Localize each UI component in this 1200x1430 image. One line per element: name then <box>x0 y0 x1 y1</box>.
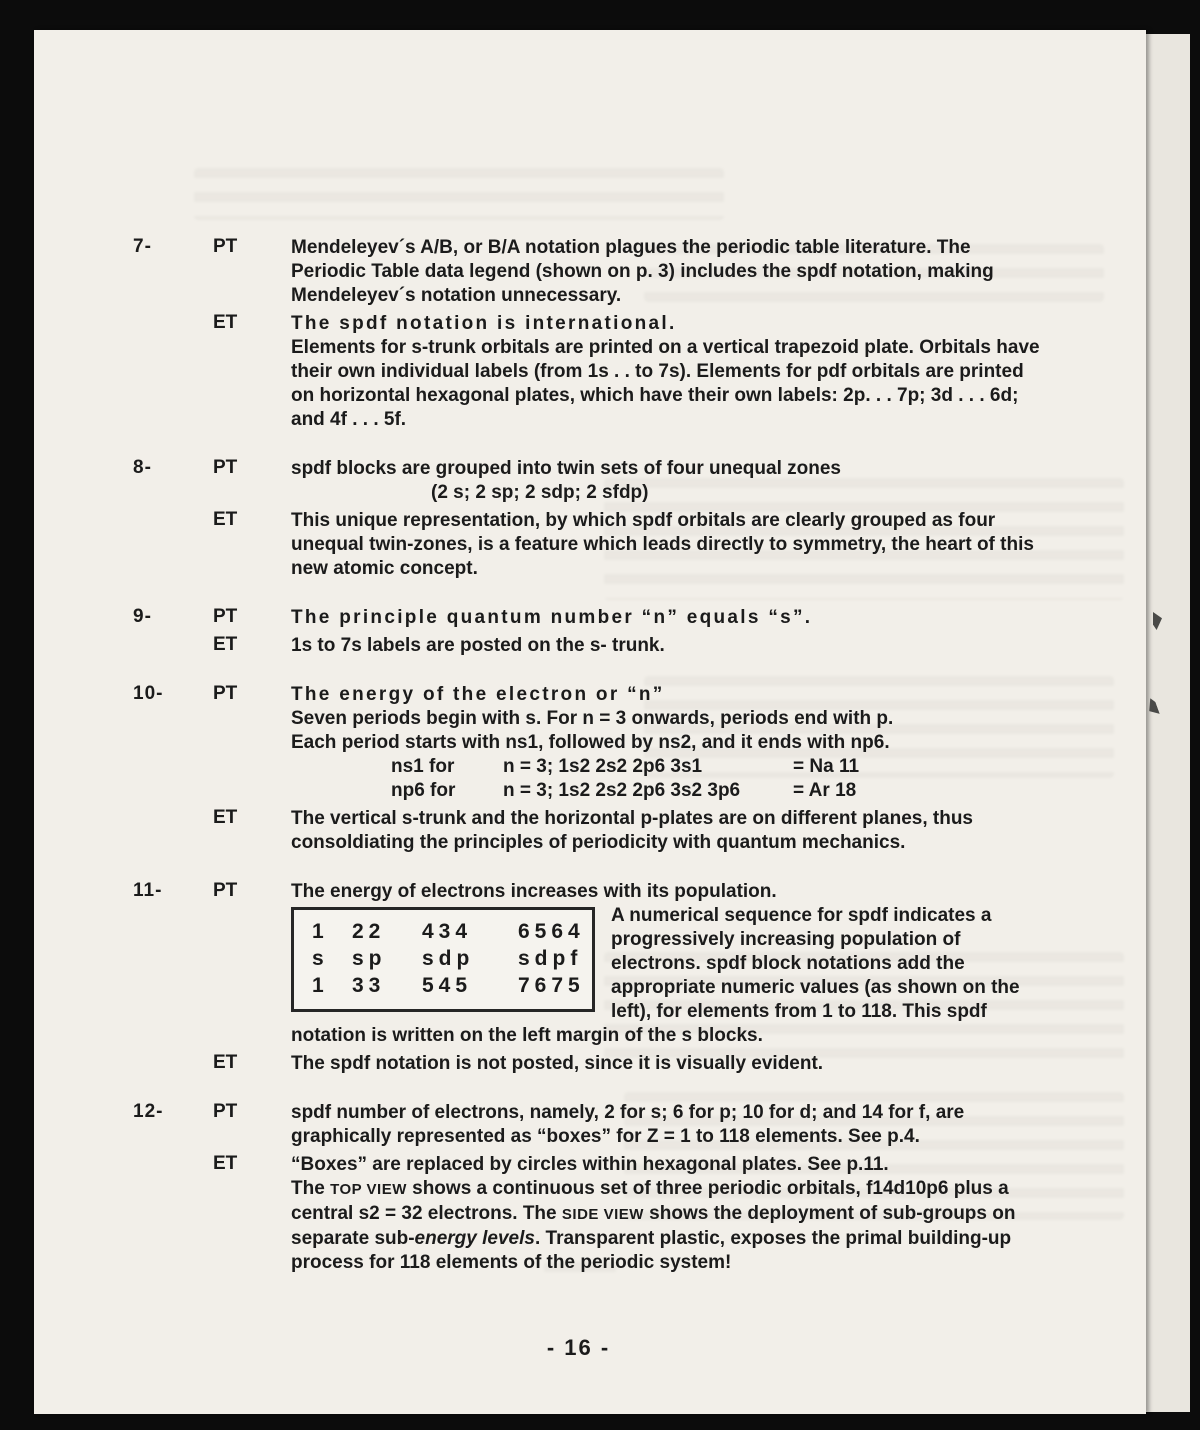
paragraph: This unique representation, by which spdf orbitals are clearly grouped as four unequal twin-zones, is a feature which leads directly to symmetry, the heart of this new atomic concept. <box>291 510 1034 579</box>
pt-entry <box>213 236 1104 308</box>
et-entry <box>213 634 1104 658</box>
et-label: ET <box>213 634 238 655</box>
text-segment: . Transparent plastic, exposes the primal building-up process for 118 elements of the periodic system! <box>291 1228 1012 1273</box>
paragraph: Mendeleyev´s A/B, or B/A notation plagues the periodic table literature. The Periodic Table data legend (shown on p. 3) includes the spdf notation, making Mendeleyev´s notation unnecessary. <box>291 237 994 306</box>
et-entry <box>213 807 1104 855</box>
paragraph: The energy of electrons increases with its population. <box>291 881 777 902</box>
table-cell: 1 <box>312 974 329 997</box>
table-cell: sdpf <box>518 947 583 970</box>
pt-label: PT <box>213 606 238 627</box>
paragraph <box>291 1177 1043 1275</box>
equation-row <box>291 755 1043 779</box>
paragraph: The energy of the electron or “n” <box>291 684 665 705</box>
pt-entry <box>213 683 1104 803</box>
pt-label: PT <box>213 1101 238 1122</box>
item-number: 9- <box>133 606 152 627</box>
text-segment: shows a continuous set of three periodic orbitals, f14d10p6 plus a central s2 = 32 electrons. The <box>291 1178 1009 1224</box>
paragraph: Each period starts with ns1, followed by ns2, and it ends with np6. <box>291 732 890 753</box>
et-label: ET <box>213 509 238 530</box>
pt-entry <box>213 457 1104 505</box>
equation-term: np6 for <box>391 780 456 801</box>
table-cell: sdp <box>422 947 475 970</box>
list-item-7 <box>133 236 1104 436</box>
table-cell: sp <box>352 947 387 970</box>
et-entry <box>213 312 1104 432</box>
equation-config: n = 3; 1s2 2s2 2p6 3s2 3p6 <box>503 780 741 801</box>
equation-term: ns1 for <box>391 756 455 777</box>
text-segment: shows the deployment of sub-groups on separate sub- <box>291 1203 1016 1249</box>
list-item-12 <box>133 1101 1104 1279</box>
list-item-9 <box>133 606 1104 662</box>
item-number: 7- <box>133 236 152 257</box>
equation-config: n = 3; 1s2 2s2 2p6 3s1 <box>503 756 703 777</box>
et-label: ET <box>213 1153 238 1174</box>
paragraph: The spdf notation is international. <box>291 313 677 334</box>
paragraph: 1s to 7s labels are posted on the s- trunk. <box>291 635 665 656</box>
item-number: 10- <box>133 683 164 704</box>
pt-label: PT <box>213 683 238 704</box>
et-label: ET <box>213 1052 238 1073</box>
equation-result: = Ar 18 <box>793 780 857 801</box>
paragraph: The spdf notation is not posted, since it is visually evident. <box>291 1053 824 1074</box>
paragraph: Seven periods begin with s. For n = 3 onwards, periods end with p. <box>291 708 894 729</box>
pt-label: PT <box>213 236 238 257</box>
page-content <box>133 30 1104 1361</box>
paragraph: (2 s; 2 sp; 2 sdp; 2 sfdp) <box>431 482 649 503</box>
table-cell: 7675 <box>518 974 585 997</box>
pt-label: PT <box>213 880 238 901</box>
spdf-sequence-table <box>291 907 595 1012</box>
paragraph: A numerical sequence for spdf indicates a progressively increasing population of electrons. spdf block notations add the appropriate numeric values (as shown on the left), for elements from 1 to 118. This spdf notation is written on the left margin of the s blocks. <box>291 905 1020 1046</box>
table-cell: 434 <box>422 920 473 943</box>
paragraph: “Boxes” are replaced by circles within hexagonal plates. See p.11. <box>291 1154 889 1175</box>
table-cell: 1 <box>312 920 329 943</box>
list-item-11 <box>133 880 1104 1080</box>
paragraph: spdf number of electrons, namely, 2 for s; 6 for p; 10 for d; and 14 for f, are graphically represented as “boxes” for Z = 1 to 118 elements. See p.4. <box>291 1102 965 1147</box>
et-label: ET <box>213 312 238 333</box>
text-segment: The <box>291 1178 331 1199</box>
underlying-page-edge <box>1142 34 1190 1412</box>
page-number: - 16 - <box>546 1335 611 1360</box>
table-cell: 545 <box>422 974 473 997</box>
equation-row <box>291 779 1043 803</box>
et-label: ET <box>213 807 238 828</box>
italic-segment: energy levels <box>414 1228 535 1249</box>
paragraph: spdf blocks are grouped into twin sets of four unequal zones <box>291 458 841 479</box>
table-cell: 6564 <box>518 920 585 943</box>
table-cell: s <box>312 947 329 970</box>
table-row <box>312 945 583 972</box>
et-entry <box>213 509 1104 581</box>
item-number: 8- <box>133 457 152 478</box>
item-number: 11- <box>133 880 163 901</box>
et-entry <box>213 1153 1104 1275</box>
paragraph: The vertical s-trunk and the horizontal p-plates are on different planes, thus consoldiating the principles of periodicity with quantum mechanics. <box>291 808 973 853</box>
pt-entry <box>213 606 1104 630</box>
list-item-8 <box>133 457 1104 585</box>
table-row <box>312 918 585 945</box>
et-entry <box>213 1052 1104 1076</box>
table-cell: 22 <box>352 920 386 943</box>
paragraph: Elements for s-trunk orbitals are printed on a vertical trapezoid plate. Orbitals have their own individual labels (from 1s . . to 7s). Elements for pdf orbitals are printed on horizontal hexagonal plates, which have their own labels: 2p. . . 7p; 3d . . . 6d; and 4f . . . 5f. <box>291 337 1040 430</box>
equation-result: = Na 11 <box>793 756 860 777</box>
list-item-10 <box>133 683 1104 859</box>
paper-sheet <box>34 30 1146 1414</box>
pt-label: PT <box>213 457 238 478</box>
paragraph: The principle quantum number “n” equals “s”. <box>291 607 813 628</box>
item-number: 12- <box>133 1101 164 1122</box>
pt-entry <box>213 880 1104 1048</box>
pt-entry <box>213 1101 1104 1149</box>
top-view-smallcaps: TOP VIEW <box>330 1181 407 1198</box>
table-row <box>312 972 585 999</box>
table-cell: 33 <box>352 974 386 997</box>
side-view-smallcaps: SIDE VIEW <box>561 1206 644 1223</box>
